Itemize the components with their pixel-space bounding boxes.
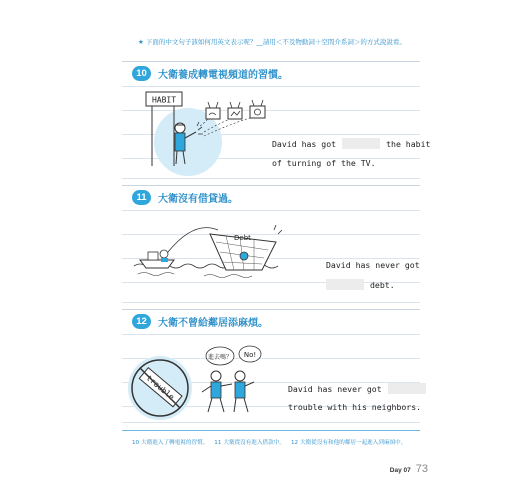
divider-line [122,185,420,186]
ruled-line [122,302,420,303]
section-11-header [132,189,238,205]
tv-icon [228,102,242,119]
section-number-badge: 10 [132,66,151,81]
answer-item [132,438,208,446]
answer-blank[interactable] [342,138,380,149]
section-number-badge: 11 [132,190,151,205]
section-title: 大衛沒有借貸過。 [158,193,238,205]
answer-number: 12 [290,440,299,446]
answer-blank[interactable] [388,383,426,394]
exercise-line [272,138,430,149]
bubble-text: No! [243,351,257,359]
section-12-header [132,313,268,329]
section-number-badge: 12 [132,314,151,329]
section-10-header [132,65,288,81]
sentence-part: of turning of the TV. [272,158,376,168]
page-footer [390,463,428,475]
exercise-line [288,402,421,412]
page-number: 73 [415,463,428,475]
sentence-part: David has never got [288,383,382,394]
answer-blank[interactable] [326,279,364,290]
exercise-line [326,260,420,270]
exercise-line [288,383,432,394]
answer-item [214,438,285,446]
ruled-line [122,178,420,179]
instruction-text [138,37,468,46]
ruled-line [122,210,420,211]
bubble-text: 進去嗎？ [207,354,233,361]
divider-line [122,61,420,62]
sentence-part: debt. [370,279,395,290]
exercise-line [272,158,376,168]
answer-text: 大衛從沒有和他的鄰居一起進入到麻煩中。 [300,440,407,446]
footer-divider [122,430,420,431]
star-icon: ★ [138,38,144,46]
answer-item [291,438,406,446]
divider-line [122,309,420,310]
answer-number: 11 [214,440,222,446]
sentence-part: David has got [272,138,337,149]
debt-illustration [134,220,284,286]
answer-number: 10 [132,440,140,446]
answer-key [132,438,432,446]
answer-text: 大衛進入了轉電視的習慣。 [141,440,209,446]
exercise-line [320,279,395,290]
sentence-part: David has never got [326,260,420,270]
sentence-part: trouble with his neighbors. [288,402,422,412]
answer-text: 大衛從沒有進入借款中。 [223,440,285,446]
instruction-body: 下面的中文句子該如何用英文表示呢？__請用＜不及物動詞＋空間介系詞＞的方式說說看。 [145,38,406,46]
sentence-part: the habit [386,138,431,149]
trouble-illustration [128,332,288,428]
habit-illustration [140,86,270,176]
day-label: Day 07 [389,467,411,474]
section-title: 大衛不曾給鄰居添麻煩。 [158,317,268,329]
habit-sign-text: HABIT [151,95,177,105]
tv-icon [206,102,220,119]
section-title: 大衛養成轉電視頻道的習慣。 [158,69,288,81]
tv-icon [250,100,265,118]
debt-net-text: Debt [234,234,251,242]
